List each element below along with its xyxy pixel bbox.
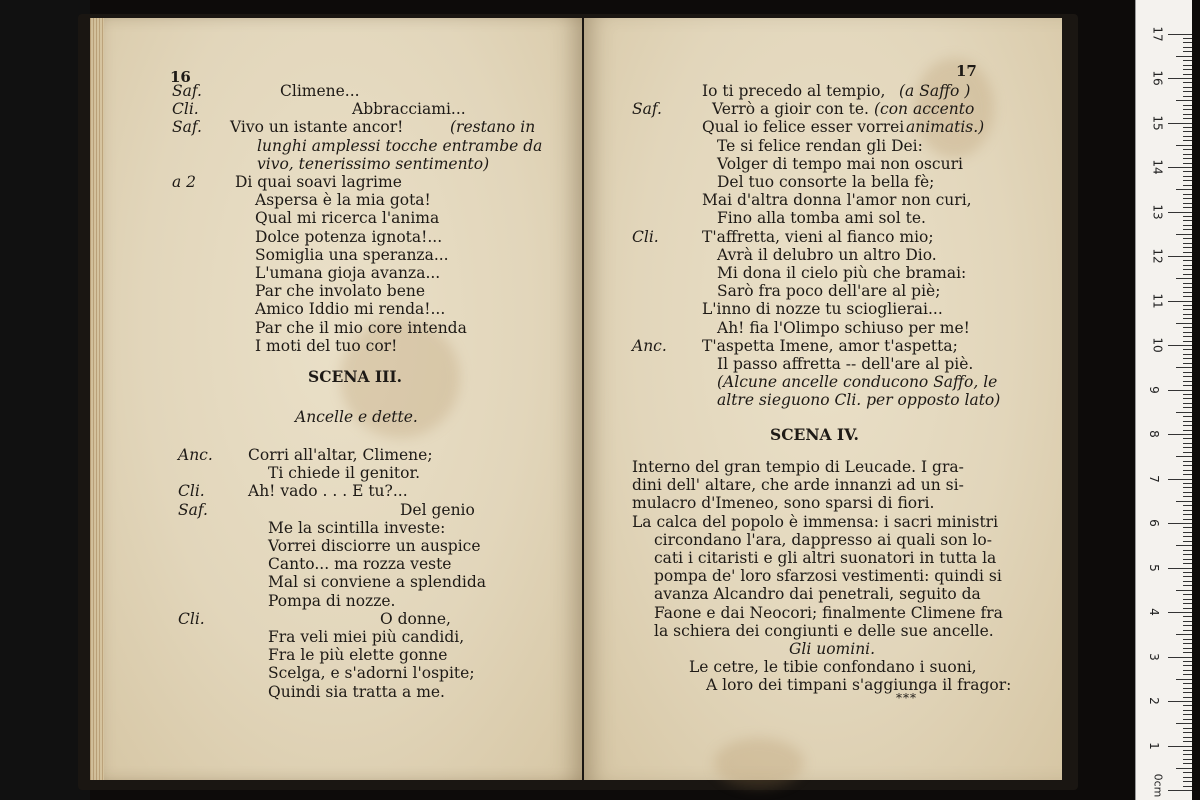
stage-paragraph-line: circondano l'ara, dappresso ai quali son lo- xyxy=(654,530,993,549)
ruler-tick xyxy=(1183,550,1192,551)
speaker-label: Cli. xyxy=(178,609,205,628)
ruler-tick xyxy=(1183,403,1192,404)
ruler-tick xyxy=(1183,510,1192,511)
stage-direction: (a Saffo ) xyxy=(899,82,971,100)
ruler-tick xyxy=(1183,171,1192,172)
stage-paragraph-line: Faone e dai Neocori; finalmente Climene fra xyxy=(654,603,1003,622)
verse-line: Io ti precedo al tempio, xyxy=(702,82,886,100)
ruler-tick xyxy=(1183,603,1192,604)
ruler-tick xyxy=(1183,69,1192,70)
ruler-tick xyxy=(1183,247,1192,248)
ruler-tick xyxy=(1183,127,1192,128)
scene-cast: Ancelle e dette. xyxy=(295,408,418,426)
ruler-tick xyxy=(1183,229,1192,230)
ruler-tick xyxy=(1183,697,1192,698)
ruler-tick xyxy=(1168,256,1192,257)
ruler-tick xyxy=(1168,568,1192,569)
verse-line: Somiglia una speranza... xyxy=(255,245,449,264)
ruler-tick xyxy=(1176,278,1192,279)
ruler-tick xyxy=(1183,260,1192,261)
ruler-tick xyxy=(1183,438,1192,439)
speaker-label: a 2 xyxy=(172,173,197,191)
verse-line: Abbracciami... xyxy=(352,100,466,119)
verse-line: Me la scintilla investe: xyxy=(268,518,446,537)
ruler-number: 15 xyxy=(1150,114,1165,131)
ruler-tick xyxy=(1176,189,1192,190)
ruler-number: 17 xyxy=(1150,25,1165,42)
page-number: 17 xyxy=(956,62,977,80)
right-page xyxy=(584,18,1062,780)
verse-line: Volger di tempo mai non oscuri xyxy=(717,154,963,173)
verse-line: Sarò fra poco dell'are al piè; xyxy=(717,282,941,301)
speaker-label: Anc. xyxy=(178,446,213,464)
ruler-tick xyxy=(1183,180,1192,181)
verse-line: Par che involato bene xyxy=(255,282,426,301)
ruler-number: 6 xyxy=(1146,519,1161,527)
verse-line: Te si felice rendan gli Dei: xyxy=(717,136,923,155)
verse-line: Par che il mio core intenda xyxy=(255,318,467,337)
ruler-tick xyxy=(1176,679,1192,680)
ruler-tick xyxy=(1183,492,1192,493)
ruler-tick xyxy=(1183,42,1192,43)
ruler-tick xyxy=(1183,47,1192,48)
verse-line: Verrò a gioir con te. xyxy=(712,100,869,119)
ruler-tick xyxy=(1183,474,1192,475)
ruler-tick xyxy=(1183,131,1192,132)
ruler-tick xyxy=(1176,634,1192,635)
ruler-tick xyxy=(1183,314,1192,315)
ruler-tick xyxy=(1183,732,1192,733)
ruler-tick xyxy=(1183,163,1192,164)
ruler-tick xyxy=(1183,692,1192,693)
ruler-tick xyxy=(1183,630,1192,631)
ruler-tick xyxy=(1183,759,1192,760)
ruler-tick xyxy=(1183,608,1192,609)
verse-line: Di quai soavi lagrime xyxy=(235,173,402,191)
ruler-number: 2 xyxy=(1146,697,1161,705)
ruler-tick xyxy=(1183,714,1192,715)
speaker-label: Cli. xyxy=(178,482,205,501)
verse-line: altre sieguono Cli. per opposto lato) xyxy=(717,391,1001,410)
ruler-tick xyxy=(1183,683,1192,684)
ruler-tick xyxy=(1183,719,1192,720)
ruler-tick xyxy=(1183,505,1192,506)
ruler-tick xyxy=(1176,590,1192,591)
ruler-tick xyxy=(1183,198,1192,199)
ruler-tick xyxy=(1183,318,1192,319)
ruler-number: 10 xyxy=(1150,337,1165,353)
ruler-tick xyxy=(1183,332,1192,333)
ruler-tick xyxy=(1183,269,1192,270)
ruler-tick xyxy=(1183,87,1192,88)
speaker-label: Saf. xyxy=(178,500,208,519)
ruler-tick xyxy=(1168,479,1192,480)
verse-line: I moti del tuo cor! xyxy=(255,336,398,355)
ruler-tick xyxy=(1183,309,1192,310)
ruler-tick xyxy=(1183,381,1192,382)
ruler-tick xyxy=(1176,412,1192,413)
verse-line: Canto... ma rozza veste xyxy=(268,555,452,574)
ruler-tick xyxy=(1183,616,1192,617)
verse-line: Del genio xyxy=(400,500,475,519)
ruler-tick xyxy=(1183,750,1192,751)
ruler-tick xyxy=(1183,483,1192,484)
ruler-tick xyxy=(1183,572,1192,573)
ruler-tick xyxy=(1183,559,1192,560)
ruler-tick xyxy=(1183,648,1192,649)
background xyxy=(0,0,90,800)
ruler-tick xyxy=(1183,599,1192,600)
verse-line: Ti chiede il genitor. xyxy=(268,464,421,483)
verse-line: Corri all'altar, Climene; xyxy=(248,446,433,464)
ruler-tick xyxy=(1183,594,1192,595)
ruler-tick xyxy=(1183,372,1192,373)
speaker-label: Cli. xyxy=(632,227,659,246)
verse-line: Vivo un istante ancor! xyxy=(230,118,404,137)
ruler-number: 1 xyxy=(1146,741,1161,750)
ruler-tick xyxy=(1183,65,1192,66)
ruler-tick xyxy=(1183,514,1192,515)
ruler-tick xyxy=(1183,274,1192,275)
ruler-tick xyxy=(1176,723,1192,724)
ruler-tick xyxy=(1183,385,1192,386)
ruler-tick xyxy=(1183,443,1192,444)
ruler-tick xyxy=(1183,305,1192,306)
ruler-tick xyxy=(1183,576,1192,577)
ruler-tick xyxy=(1183,238,1192,239)
end-mark: *** xyxy=(896,690,917,705)
speaker-label: Saf. xyxy=(172,82,202,100)
ruler-tick xyxy=(1183,114,1192,115)
ruler-tick xyxy=(1176,56,1192,57)
ruler-tick xyxy=(1183,430,1192,431)
ruler-tick xyxy=(1183,96,1192,97)
verse-line: Vorrei disciorre un auspice xyxy=(268,537,481,555)
ruler-tick xyxy=(1183,465,1192,466)
verse-line: Il passo affretta -- dell'are al piè. xyxy=(717,355,974,373)
ruler-tick xyxy=(1183,786,1192,787)
ruler-tick xyxy=(1183,665,1192,666)
ruler-tick xyxy=(1183,728,1192,729)
ruler-tick xyxy=(1183,421,1192,422)
verse-line: (Alcune ancelle conducono Saffo, le xyxy=(717,373,998,392)
ruler-tick xyxy=(1183,688,1192,689)
ruler-tick xyxy=(1183,220,1192,221)
verse-line: Pompa di nozze. xyxy=(268,591,396,610)
verse-line: L'inno di nozze tu scioglierai... xyxy=(702,300,943,319)
verse-line: lunghi amplessi tocche entrambe da xyxy=(257,136,543,155)
ruler-tick xyxy=(1176,367,1192,368)
ruler-tick xyxy=(1168,390,1192,391)
ruler-tick xyxy=(1183,487,1192,488)
ruler-tick xyxy=(1183,763,1192,764)
ruler-tick xyxy=(1168,612,1192,613)
ruler-tick xyxy=(1183,710,1192,711)
ruler-tick xyxy=(1183,358,1192,359)
ruler-tick xyxy=(1183,327,1192,328)
stage-paragraph-line: Interno del gran tempio di Leucade. I gra- xyxy=(632,458,964,476)
ruler-tick xyxy=(1183,394,1192,395)
ruler-tick xyxy=(1183,754,1192,755)
stage-paragraph-line: mulacro d'Imeneo, sono sparsi di fiori. xyxy=(632,494,935,513)
ruler-tick xyxy=(1183,737,1192,738)
verse-line: O donne, xyxy=(380,609,451,628)
verse-line: Amico Iddio mi renda!... xyxy=(255,300,446,319)
ruler-tick xyxy=(1183,519,1192,520)
ruler-number: 14 xyxy=(1150,159,1165,175)
stage-paragraph-line: cati i citaristi e gli altri suonatori in tutta la xyxy=(654,549,997,567)
ruler-tick xyxy=(1183,349,1192,350)
ruler-tick xyxy=(1183,625,1192,626)
speaker-label: Saf. xyxy=(172,118,202,137)
ruler-number: 7 xyxy=(1146,474,1161,483)
stage-paragraph-line: dini dell' altare, che arde innanzi ad un si- xyxy=(632,476,964,495)
verse-line: Del tuo consorte la bella fè; xyxy=(717,173,935,191)
ruler-number: 11 xyxy=(1150,292,1165,309)
ruler-tick xyxy=(1176,545,1192,546)
verse-line: T'aspetta Imene, amor t'aspetta; xyxy=(702,336,958,355)
ruler-tick xyxy=(1168,123,1192,124)
ruler-tick xyxy=(1168,34,1192,35)
speaker-label: Saf. xyxy=(632,100,662,119)
verse-line: Scelga, e s'adorni l'ospite; xyxy=(268,664,475,683)
speaker-label: Cli. xyxy=(172,100,199,119)
ruler-tick xyxy=(1183,705,1192,706)
ruler-tick xyxy=(1183,527,1192,528)
ruler-tick xyxy=(1183,136,1192,137)
verse-line: vivo, tenerissimo sentimento) xyxy=(257,154,490,173)
ruler-tick xyxy=(1183,60,1192,61)
ruler-tick xyxy=(1183,243,1192,244)
ruler-tick xyxy=(1168,301,1192,302)
verse-line: Ah! vado . . . E tu?... xyxy=(248,482,408,501)
ruler-tick xyxy=(1168,78,1192,79)
ruler-tick xyxy=(1183,336,1192,337)
ruler-tick xyxy=(1183,541,1192,542)
verse-line: Fino alla tomba ami sol te. xyxy=(717,209,926,228)
ruler-tick xyxy=(1183,265,1192,266)
ruler-tick xyxy=(1183,203,1192,204)
ruler-number: 16 xyxy=(1150,70,1165,86)
ruler-tick xyxy=(1168,523,1192,524)
ruler-tick xyxy=(1183,82,1192,83)
chorus-label: Gli uomini. xyxy=(789,640,876,658)
ruler-tick xyxy=(1183,447,1192,448)
ruler-tick xyxy=(1183,292,1192,293)
ruler-tick xyxy=(1183,74,1192,75)
page-number: 16 xyxy=(170,68,191,86)
ruler-tick xyxy=(1183,154,1192,155)
ruler-tick xyxy=(1183,581,1192,582)
ruler-tick xyxy=(1176,768,1192,769)
verse-line: A loro dei timpani s'aggiunga il fragor: xyxy=(706,676,1012,695)
ruler-tick xyxy=(1183,781,1192,782)
verse-line: Fra veli miei più candidi, xyxy=(268,628,465,646)
ruler-tick xyxy=(1183,416,1192,417)
ruler-tick xyxy=(1183,216,1192,217)
ruler-tick xyxy=(1183,407,1192,408)
ruler-tick xyxy=(1183,252,1192,253)
verse-line: Le cetre, le tibie confondano i suoni, xyxy=(689,658,977,677)
ruler-number: 8 xyxy=(1146,430,1161,438)
ruler-number: 9 xyxy=(1146,385,1161,394)
ruler-tick xyxy=(1183,643,1192,644)
ruler-tick xyxy=(1183,149,1192,150)
verse-line: Aspersa è la mia gota! xyxy=(255,191,431,210)
ruler-tick xyxy=(1183,563,1192,564)
ruler-tick xyxy=(1183,398,1192,399)
ruler-tick xyxy=(1168,746,1192,747)
ruler-tick xyxy=(1183,536,1192,537)
ruler-tick xyxy=(1168,345,1192,346)
ruler-tick xyxy=(1183,185,1192,186)
ruler-tick xyxy=(1183,158,1192,159)
background-gap xyxy=(1078,0,1136,800)
stage-paragraph-line: la schiera dei congiunti e delle sue ancelle. xyxy=(654,621,994,640)
ruler-tick xyxy=(1183,674,1192,675)
ruler-number: 12 xyxy=(1150,248,1165,264)
ruler-tick xyxy=(1168,212,1192,213)
ruler-tick xyxy=(1183,105,1192,106)
ruler-tick xyxy=(1183,376,1192,377)
stage-paragraph-line: avanza Alcandro dai penetrali, seguito da xyxy=(654,585,981,604)
ruler-tick xyxy=(1183,51,1192,52)
ruler-tick xyxy=(1183,777,1192,778)
ruler-tick xyxy=(1183,470,1192,471)
verse-line: Mai d'altra donna l'amor non curi, xyxy=(702,191,972,210)
ruler-tick xyxy=(1183,639,1192,640)
verse-line: Avrà il delubro un altro Dio. xyxy=(717,245,937,264)
verse-line: L'umana gioja avanza... xyxy=(255,264,441,282)
stage-paragraph-line: La calca del popolo è immensa: i sacri ministri xyxy=(632,512,999,531)
ruler-tick xyxy=(1176,501,1192,502)
ruler-tick xyxy=(1183,140,1192,141)
ruler-tick xyxy=(1183,283,1192,284)
verse-line: Qual mi ricerca l'anima xyxy=(255,209,440,228)
ruler-tick xyxy=(1176,234,1192,235)
verse-line: Mi dona il cielo più che bramai: xyxy=(717,264,967,282)
ruler-tick xyxy=(1168,790,1192,791)
scene-title: SCENA III. xyxy=(308,367,403,386)
verse-line: Dolce potenza ignota!... xyxy=(255,227,443,246)
ruler-tick xyxy=(1183,772,1192,773)
ruler-tick xyxy=(1183,354,1192,355)
ruler-tick xyxy=(1183,118,1192,119)
ruler-tick xyxy=(1183,496,1192,497)
ruler-tick xyxy=(1183,363,1192,364)
ruler-tick xyxy=(1183,461,1192,462)
ruler-number: 13 xyxy=(1150,203,1165,220)
ruler-tick xyxy=(1183,194,1192,195)
ruler-tick xyxy=(1183,670,1192,671)
ruler-tick xyxy=(1183,109,1192,110)
ruler-tick xyxy=(1183,287,1192,288)
ruler-tick xyxy=(1183,585,1192,586)
ruler-tick xyxy=(1176,100,1192,101)
ruler-tick xyxy=(1183,425,1192,426)
ruler-tick xyxy=(1183,621,1192,622)
stage-paragraph-line: pompa de' loro sfarzosi vestimenti: quindi si xyxy=(654,567,1002,586)
ruler-number: 4 xyxy=(1146,608,1161,616)
ruler-tick xyxy=(1168,657,1192,658)
measuring-ruler xyxy=(1135,0,1192,800)
verse-line: T'affretta, vieni al fianco mio; xyxy=(702,227,934,246)
ruler-tick xyxy=(1183,452,1192,453)
verse-line: Climene... xyxy=(280,82,360,100)
ruler-tick xyxy=(1183,652,1192,653)
ruler-number: 5 xyxy=(1146,563,1161,572)
ruler-tick xyxy=(1168,434,1192,435)
stage-direction: (con accento xyxy=(874,100,975,119)
stage-direction: animatis.) xyxy=(906,118,985,137)
verse-line: Quindi sia tratta a me. xyxy=(268,682,445,701)
ruler-tick xyxy=(1183,176,1192,177)
ruler-tick xyxy=(1183,341,1192,342)
ruler-unit-label: 0cm xyxy=(1151,773,1165,798)
ruler-tick xyxy=(1183,554,1192,555)
verse-line: Ah! fia l'Olimpo schiuso per me! xyxy=(717,318,970,337)
left-page xyxy=(90,18,582,780)
ruler-number: 3 xyxy=(1146,652,1161,661)
verse-line: Fra le più elette gonne xyxy=(268,646,448,665)
verse-line: Mal si conviene a splendida xyxy=(268,573,486,592)
ruler-tick xyxy=(1176,145,1192,146)
ruler-tick xyxy=(1183,38,1192,39)
ruler-tick xyxy=(1168,167,1192,168)
verse-line: Qual io felice esser vorrei xyxy=(702,118,905,137)
ruler-tick xyxy=(1183,91,1192,92)
ruler-tick xyxy=(1176,456,1192,457)
ruler-tick xyxy=(1183,661,1192,662)
speaker-label: Anc. xyxy=(632,336,667,355)
ruler-tick xyxy=(1183,741,1192,742)
ruler-tick xyxy=(1183,532,1192,533)
stage-direction: (restano in xyxy=(450,118,536,137)
ruler-tick xyxy=(1183,207,1192,208)
ruler-tick xyxy=(1183,225,1192,226)
scene-title: SCENA IV. xyxy=(770,425,859,444)
ruler-tick xyxy=(1176,323,1192,324)
ruler-tick xyxy=(1168,701,1192,702)
ruler-tick xyxy=(1183,296,1192,297)
